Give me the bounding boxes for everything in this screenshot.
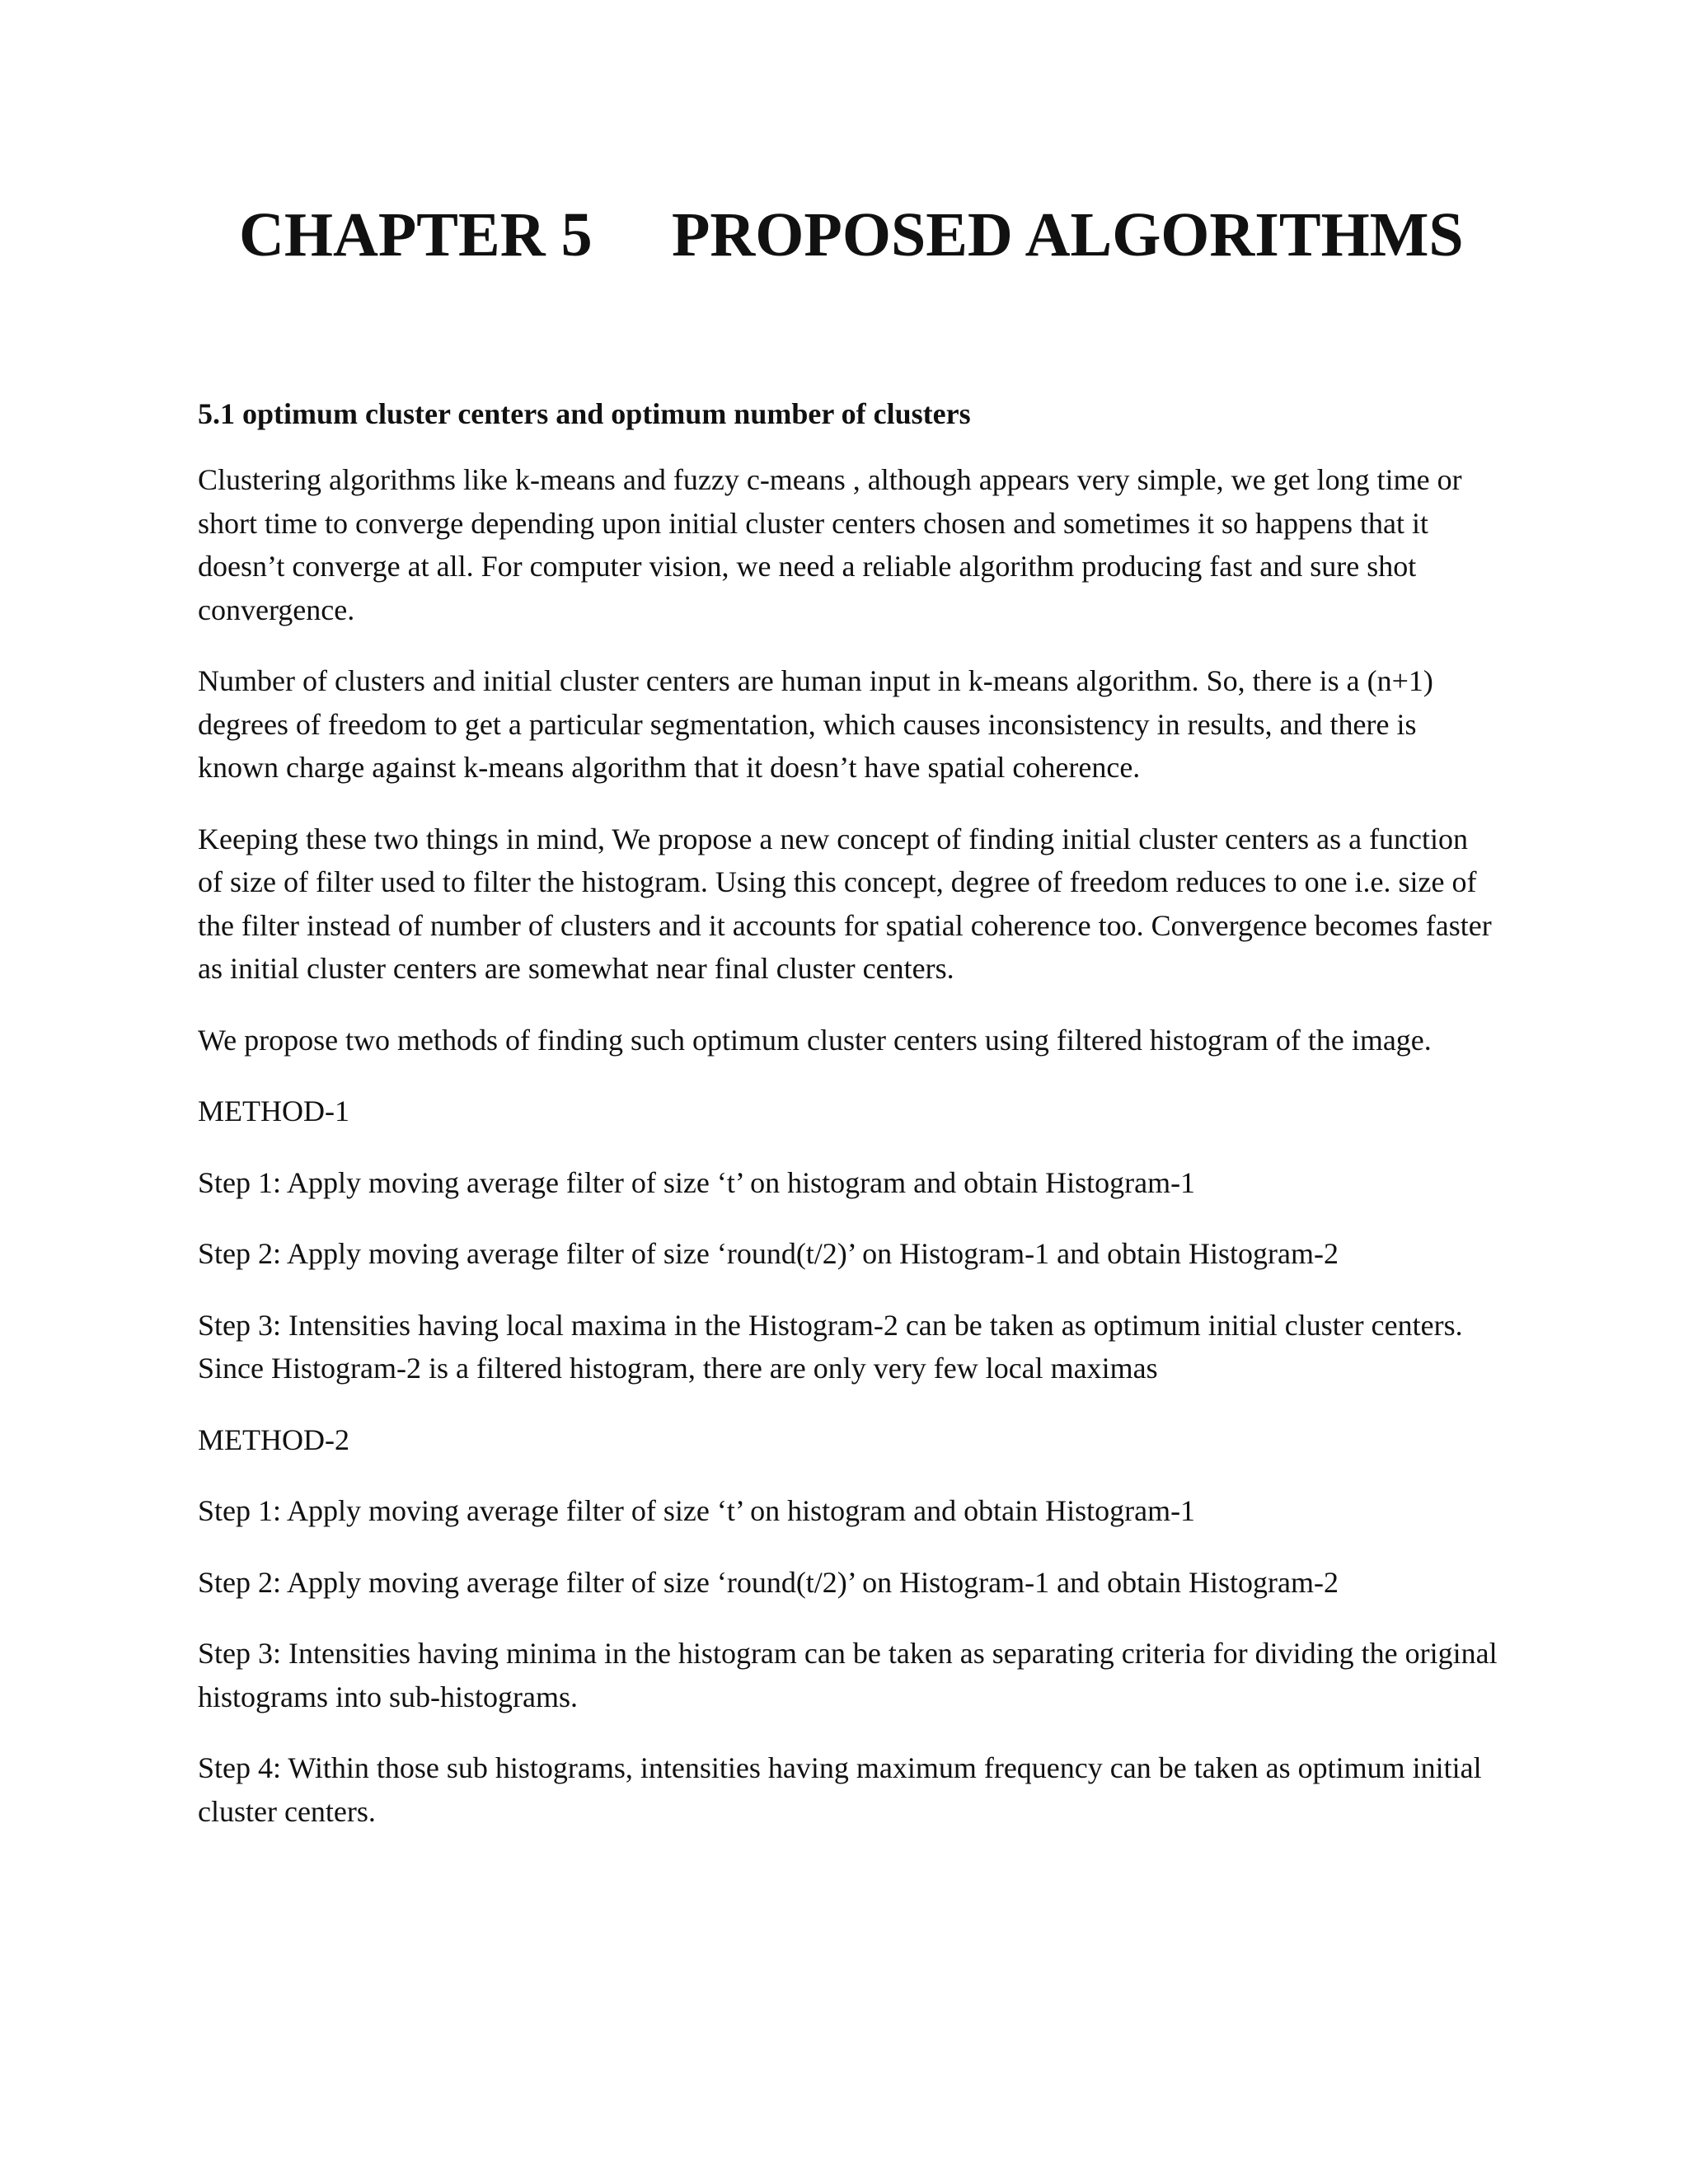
method-2-step: Step 1: Apply moving average filter of size ‘t’ on histogram and obtain Histogram-1 bbox=[198, 1494, 1196, 1527]
method-2-step: Step 2: Apply moving average filter of size ‘round(t/2)’ on Histogram-1 and obtain Histogram-2 bbox=[198, 1565, 1339, 1599]
chapter-name: PROPOSED ALGORITHMS bbox=[672, 200, 1464, 269]
method-2-step: Step 3: Intensities having minima in the histogram can be taken as separating criteria for dividing the original histograms into sub-histograms. bbox=[198, 1637, 1498, 1713]
chapter-body bbox=[198, 392, 1500, 1861]
method-2-step: Step 4: Within those sub histograms, intensities having maximum frequency can be taken as optimum initial cluster centers. bbox=[198, 1751, 1482, 1828]
method-2-label: METHOD-2 bbox=[198, 1422, 349, 1456]
paragraph: Clustering algorithms like k-means and fuzzy c-means , although appears very simple, we get long time or short time to converge depending upon initial cluster centers chosen and sometimes it so happens that it doesn’t converge at all. For computer vision, we need a reliable algorithm producing fast and sure shot convergence. bbox=[198, 463, 1462, 626]
method-1-step: Step 2: Apply moving average filter of size ‘round(t/2)’ on Histogram-1 and obtain Histogram-2 bbox=[198, 1237, 1339, 1270]
chapter-title bbox=[239, 198, 1475, 272]
paragraph: Keeping these two things in mind, We propose a new concept of finding initial cluster centers as a function of size of filter used to filter the histogram. Using this concept, degree of freedom reduces to one i.e. size of the filter instead of number of clusters and it accounts for spatial coherence too. Convergence becomes faster as initial cluster centers are somewhat near final cluster centers. bbox=[198, 822, 1492, 985]
method-1-step: Step 1: Apply moving average filter of size ‘t’ on histogram and obtain Histogram-1 bbox=[198, 1165, 1196, 1199]
section-heading: 5.1 optimum cluster centers and optimum number of clusters bbox=[198, 397, 971, 430]
method-1-step: Step 3: Intensities having local maxima in the Histogram-2 can be taken as optimum initial cluster centers. Since Histogram-2 is a filtered histogram, there are only very few local maximas bbox=[198, 1308, 1463, 1385]
method-1-label: METHOD-1 bbox=[198, 1094, 349, 1127]
paragraph: Number of clusters and initial cluster centers are human input in k-means algorithm. So, there is a (n+1) degrees of freedom to get a particular segmentation, which causes inconsistency in results, and there is known charge against k-means algorithm that it doesn’t have spatial coherence. bbox=[198, 664, 1433, 784]
paragraph: We propose two methods of finding such optimum cluster centers using filtered histogram of the image. bbox=[198, 1023, 1432, 1057]
chapter-number: CHAPTER 5 bbox=[239, 200, 593, 269]
